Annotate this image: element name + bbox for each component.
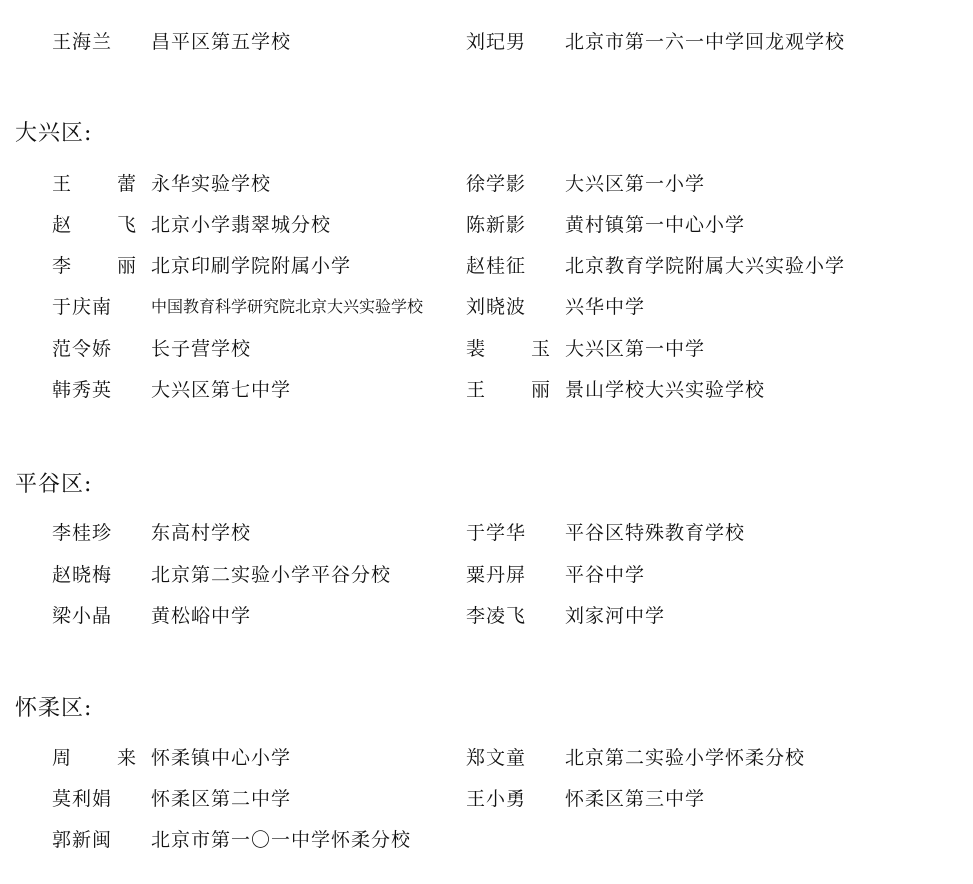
school-name: 北京小学翡翠城分校: [151, 214, 332, 236]
teacher-name: 李桂珍: [52, 522, 113, 544]
teacher-name: 莫利娟: [52, 788, 113, 810]
teacher-name: 李凌飞: [466, 605, 527, 627]
school-name: 北京市第一〇一中学怀柔分校: [151, 829, 412, 851]
district-heading: 怀柔区:: [15, 696, 93, 721]
teacher-name: 于庆南: [52, 296, 113, 318]
school-name: 兴华中学: [565, 296, 646, 318]
teacher-name: 韩秀英: [52, 379, 113, 401]
teacher-name: 陈新影: [466, 214, 527, 236]
school-name: 昌平区第五学校: [151, 31, 292, 53]
school-name: 北京第二实验小学平谷分校: [151, 564, 392, 586]
school-name: 大兴区第一小学: [565, 173, 706, 195]
teacher-name: 刘晓波: [466, 296, 527, 318]
school-name: 怀柔区第三中学: [565, 788, 706, 810]
teacher-name: 于学华: [466, 522, 527, 544]
teacher-name: 粟丹屏: [466, 564, 527, 586]
school-name: 刘家河中学: [565, 605, 666, 627]
teacher-name: 刘玘男: [466, 31, 527, 53]
district-heading: 大兴区:: [15, 121, 93, 146]
teacher-name: 王小勇: [466, 788, 527, 810]
teacher-name: 郭新闽: [52, 829, 113, 851]
teacher-name: 王 蕾: [52, 173, 157, 195]
teacher-name: 王 丽: [466, 379, 571, 401]
teacher-name: 周 来: [52, 747, 157, 769]
school-name: 北京印刷学院附属小学: [151, 255, 352, 277]
school-name: 大兴区第一中学: [565, 338, 706, 360]
school-name: 东高村学校: [151, 522, 252, 544]
teacher-name: 赵桂征: [466, 255, 527, 277]
teacher-name: 王海兰: [52, 31, 113, 53]
teacher-name: 范令娇: [52, 338, 113, 360]
district-heading: 平谷区:: [15, 472, 93, 497]
school-name: 长子营学校: [151, 338, 252, 360]
school-name: 北京教育学院附属大兴实验小学: [565, 255, 846, 277]
teacher-name: 李 丽: [52, 255, 157, 277]
school-name: 大兴区第七中学: [151, 379, 292, 401]
school-name: 中国教育科学研究院北京大兴实验学校: [151, 297, 424, 316]
school-name: 平谷区特殊教育学校: [565, 522, 746, 544]
teacher-name: 赵晓梅: [52, 564, 113, 586]
school-name: 怀柔镇中心小学: [151, 747, 292, 769]
school-name: 永华实验学校: [151, 173, 272, 195]
teacher-name: 赵 飞: [52, 214, 157, 236]
teacher-name: 郑文童: [466, 747, 527, 769]
teacher-name: 裴 玉: [466, 338, 571, 360]
school-name: 怀柔区第二中学: [151, 788, 292, 810]
school-name: 北京第二实验小学怀柔分校: [565, 747, 806, 769]
teacher-name: 徐学影: [466, 173, 527, 195]
school-name: 景山学校大兴实验学校: [565, 379, 766, 401]
school-name: 平谷中学: [565, 564, 646, 586]
school-name: 北京市第一六一中学回龙观学校: [565, 31, 846, 53]
school-name: 黄松峪中学: [151, 605, 252, 627]
teacher-name: 梁小晶: [52, 605, 113, 627]
school-name: 黄村镇第一中心小学: [565, 214, 746, 236]
